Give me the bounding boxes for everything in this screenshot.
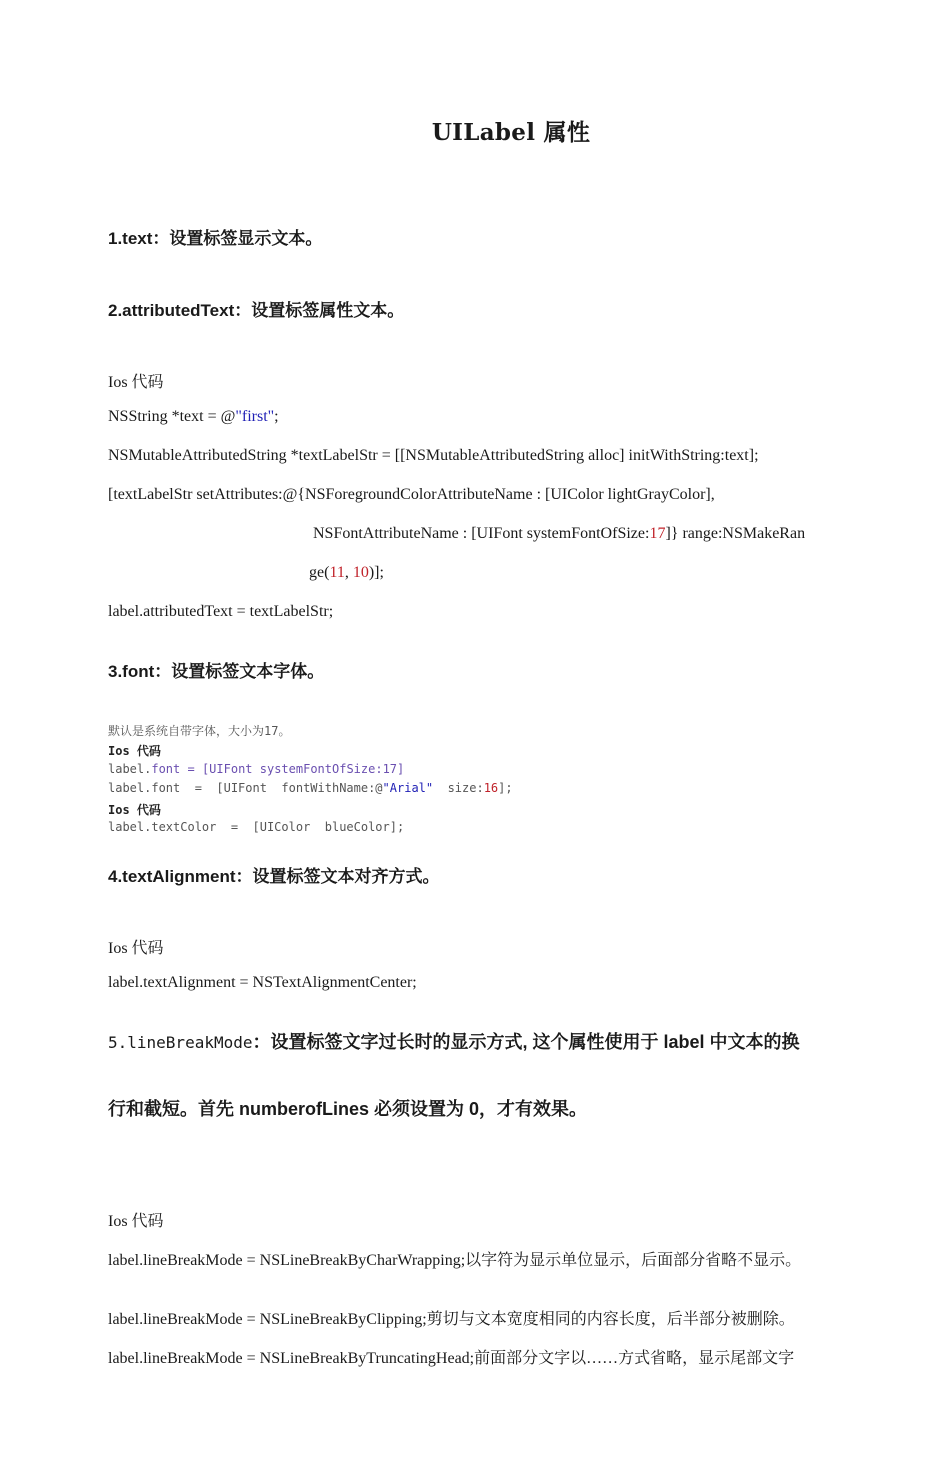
code-text: , — [344, 564, 353, 581]
code-label: Ios 代码 — [108, 374, 164, 391]
code-text: = [ — [180, 762, 210, 776]
code-line: NSMutableAttributedString *textLabelStr = [[NSMutableAttributedString alloc] initWithString:text]; — [108, 447, 759, 464]
code-text: ] — [397, 762, 405, 776]
code-text: ]} range:NSMakeRan — [665, 525, 806, 542]
code-string: "Arial" — [382, 781, 434, 795]
code-line: label.lineBreakMode = NSLineBreakByCharWrapping;以字符为显示单位显示，后面部分省略不显示。 — [108, 1252, 802, 1269]
code-text: NSString *text = @ — [108, 408, 236, 425]
code-line: label.textColor = [UIColor blueColor]; — [108, 820, 405, 834]
code-line: label.lineBreakMode = NSLineBreakByTruncatingHead;前面部分文字以……方式省略，显示尾部文字 — [108, 1350, 795, 1367]
code-line: label.textAlignment = NSTextAlignmentCenter; — [108, 974, 417, 991]
heading-textalignment-property: 4.textAlignment：设置标签文本对齐方式。 — [108, 867, 440, 886]
code-text: ; — [274, 408, 279, 425]
code-string: "first" — [235, 408, 275, 425]
heading-font-property: 3.font：设置标签文本字体。 — [108, 662, 325, 681]
code-line — [108, 762, 404, 776]
code-keyword: font — [151, 762, 181, 776]
heading-attributedtext-property: 2.attributedText：设置标签属性文本。 — [108, 301, 405, 320]
code-text: size: — [433, 781, 484, 795]
code-label: Ios 代码 — [108, 803, 161, 817]
code-label: Ios 代码 — [108, 744, 161, 758]
code-number: 17 — [382, 762, 398, 776]
code-number: 10 — [352, 564, 369, 581]
code-number: 17 — [649, 525, 666, 542]
code-line: label.lineBreakMode = NSLineBreakByClipping;剪切与文本宽度相同的内容长度，后半部分被删除。 — [108, 1311, 795, 1328]
code-text: )]; — [368, 564, 384, 581]
code-line — [108, 408, 279, 426]
heading-text-part: ：设置标签文字过长时的显示方式, 这个属性使用于 label 中文本的换 — [252, 1032, 800, 1052]
code-line — [309, 564, 384, 582]
code-text: NSFontAttributeName : [UIFont systemFontOfSize: — [313, 525, 650, 542]
note-text: 默认是系统自带字体，大小为17。 — [108, 724, 291, 738]
heading-linebreakmode-continued: 行和截短。首先 numberofLines 必须设置为 0，才有效果。 — [108, 1099, 588, 1119]
heading-linebreakmode-property — [108, 1028, 800, 1054]
code-text: ]; — [498, 781, 513, 795]
code-line — [313, 525, 805, 543]
page-title: UILabel 属性 — [431, 119, 591, 146]
code-line — [108, 781, 513, 795]
code-line: [textLabelStr setAttributes:@{NSForegroundColorAttributeName : [UIColor lightGrayColor], — [108, 486, 715, 503]
code-label: Ios 代码 — [108, 1213, 164, 1230]
code-text: ge( — [309, 564, 330, 581]
code-keyword: UIFont systemFontOfSize: — [209, 762, 383, 776]
code-number: 11 — [329, 564, 345, 581]
code-text: label.font = [UIFont fontWithName:@ — [108, 781, 383, 795]
code-label: Ios 代码 — [108, 940, 164, 957]
code-text: label. — [108, 762, 152, 776]
heading-code-part: 5.lineBreakMode — [108, 1033, 253, 1052]
code-line: label.attributedText = textLabelStr; — [108, 603, 334, 620]
heading-text-property: 1.text：设置标签显示文本。 — [108, 229, 323, 248]
code-number: 16 — [483, 781, 499, 795]
